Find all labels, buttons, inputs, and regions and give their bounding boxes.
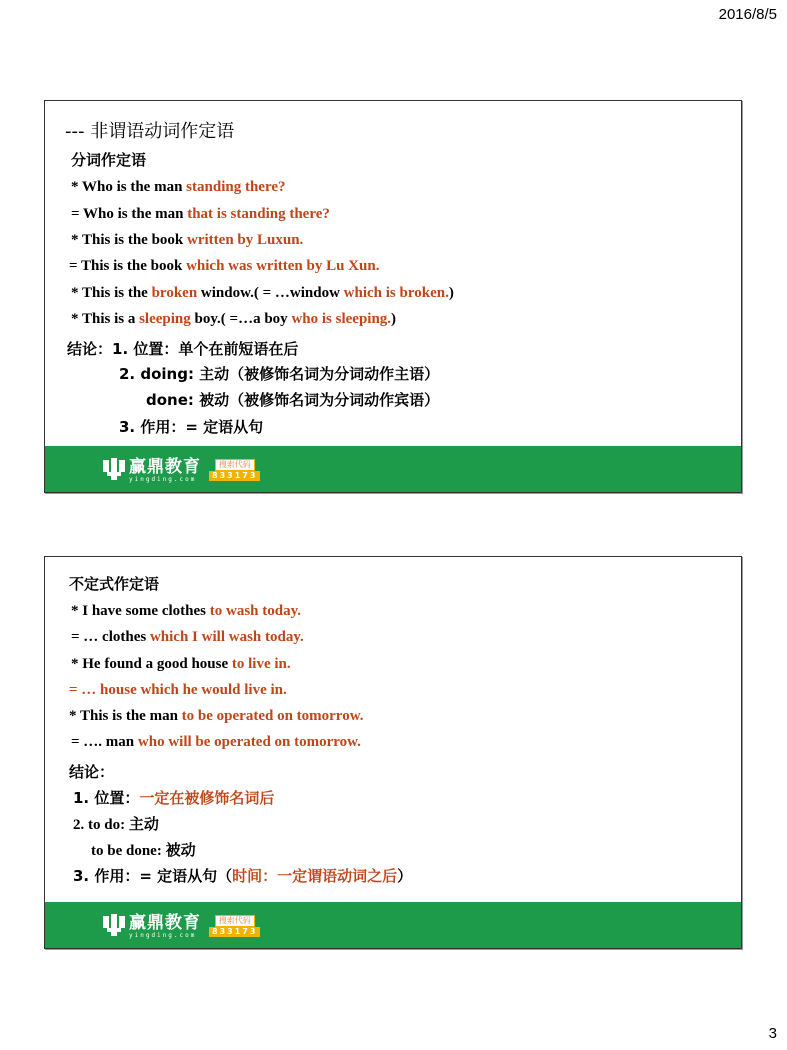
- brand-url: yingding.com: [129, 931, 197, 939]
- slide-subtitle: 不定式作定语: [69, 575, 160, 593]
- example-line: * I have some clothes to wash today.: [71, 603, 302, 619]
- slide-title: --- 非谓语动词作定语: [65, 121, 235, 142]
- brand-mark-icon: [103, 458, 125, 482]
- brand-name: 赢鼎教育: [129, 456, 201, 477]
- example-line: * This is the man to be operated on tomorrow.: [69, 708, 364, 724]
- conclusion-line: 结论：1. 位置：单个在前短语在后: [67, 340, 299, 358]
- conclusion-label: 结论：: [69, 763, 115, 781]
- slide-participle: [44, 100, 742, 493]
- page-number: 3: [768, 1025, 777, 1042]
- example-line: = Who is the man that is standing there?: [71, 206, 330, 222]
- example-line: = … house which he would live in.: [69, 682, 287, 698]
- example-line: = This is the book which was written by Lu Xun.: [69, 258, 380, 274]
- brand-url: yingding.com: [129, 475, 197, 483]
- example-line: = …. man who will be operated on tomorrow.: [71, 734, 361, 750]
- brand-logo: [103, 455, 260, 485]
- search-code-badge: 搜索代码 833173: [209, 459, 260, 481]
- conclusion-line: 2. to do: 主动: [73, 817, 159, 833]
- slide-footer: [45, 446, 741, 492]
- brand-mark-icon: [103, 914, 125, 938]
- slide-subtitle: 分词作定语: [71, 151, 147, 169]
- example-line: * This is the broken window.( = …window which is broken.): [71, 285, 454, 301]
- example-line: * This is the book written by Luxun.: [71, 232, 304, 248]
- conclusion-line: 3. 作用：= 定语从句（时间：一定谓语动词之后）: [73, 867, 413, 885]
- conclusion-line: 2. doing: 主动（被修饰名词为分词动作主语）: [119, 365, 440, 383]
- example-line: = … clothes which I will wash today.: [71, 629, 304, 645]
- slide-footer: [45, 902, 741, 948]
- conclusion-line: 3. 作用：= 定语从句: [119, 418, 264, 436]
- example-line: * He found a good house to live in.: [71, 656, 291, 672]
- conclusion-line: 1. 位置：一定在被修饰名词后: [73, 789, 275, 807]
- slide-infinitive: [44, 556, 742, 949]
- search-code-badge: 搜索代码 833173: [209, 915, 260, 937]
- example-line: * Who is the man standing there?: [71, 179, 286, 195]
- conclusion-line: done: 被动（被修饰名词为分词动作宾语）: [146, 391, 440, 409]
- example-line: * This is a sleeping boy.( =…a boy who is sleeping.): [71, 311, 397, 327]
- date-label: 2016/8/5: [718, 6, 777, 23]
- brand-name: 赢鼎教育: [129, 912, 201, 933]
- brand-logo: [103, 911, 260, 941]
- conclusion-line: to be done: 被动: [91, 843, 196, 859]
